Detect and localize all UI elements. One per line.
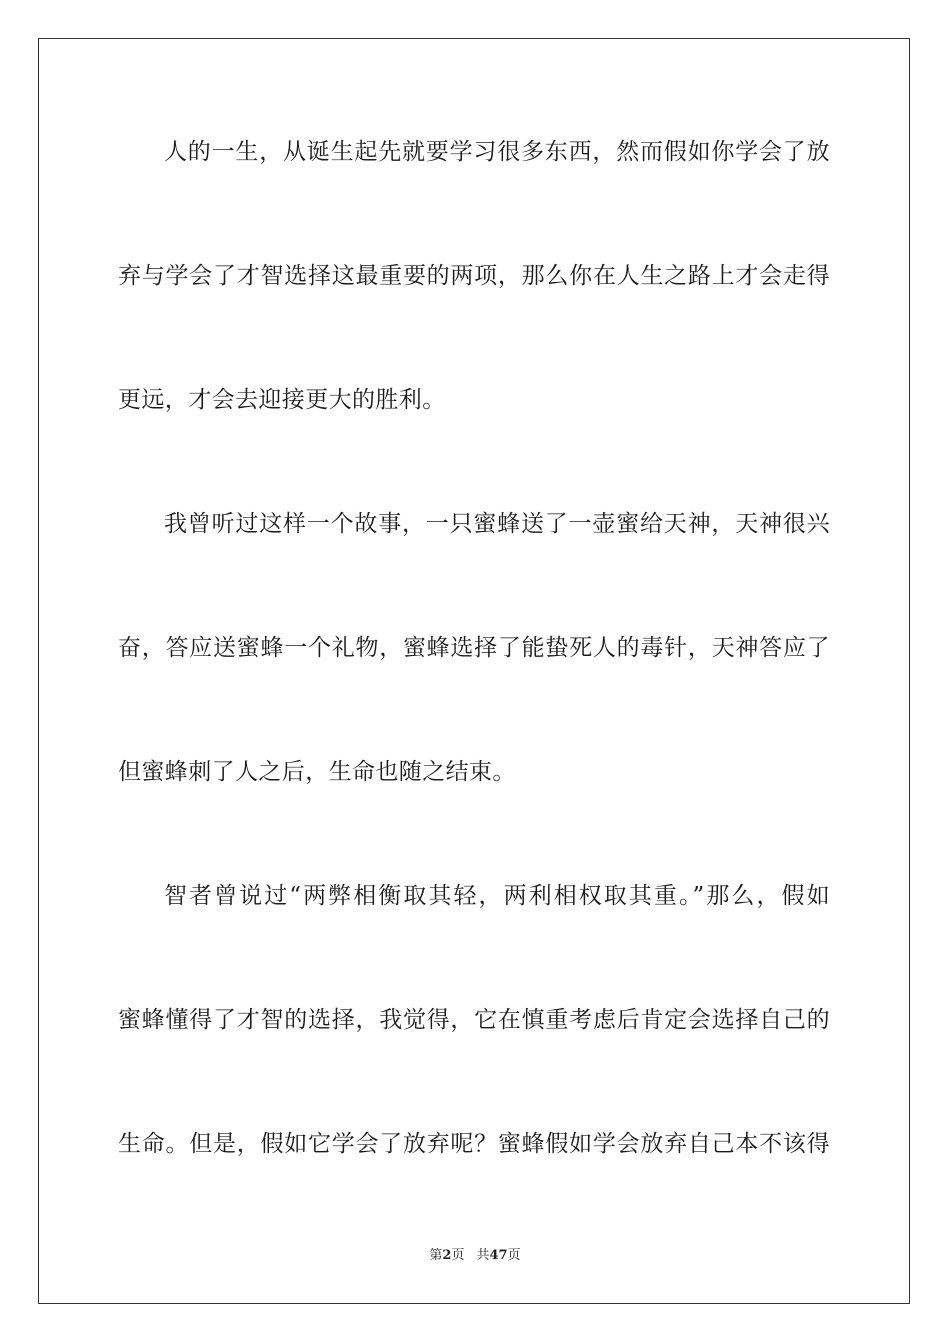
- total-suffix: 页: [507, 1248, 521, 1263]
- paragraph-line: 但蜜蜂刺了人之后，生命也随之结束。: [118, 759, 516, 785]
- page-suffix: 页: [451, 1248, 465, 1263]
- paragraph-line: 蜜蜂懂得了才智的选择，我觉得，它在慎重考虑后肯定会选择自己的: [118, 1007, 830, 1033]
- paragraph-line: 我曾听过这样一个故事，一只蜜蜂送了一壶蜜给天神，天神很兴: [164, 511, 830, 537]
- total-prefix: 共: [476, 1248, 490, 1263]
- paragraph-line: 生命。但是，假如它学会了放弃呢？蜜蜂假如学会放弃自己本不该得: [118, 1131, 830, 1157]
- page-prefix: 第: [429, 1248, 443, 1263]
- paragraph-line: 智者曾说过“两弊相衡取其轻，两利相权取其重。”那么，假如: [164, 883, 830, 909]
- page-footer: [0, 1247, 950, 1265]
- page-number: 2: [442, 1248, 452, 1263]
- paragraph-line: 弃与学会了才智选择这最重要的两项，那么你在人生之路上才会走得: [118, 263, 830, 289]
- total-pages: 47: [489, 1248, 508, 1263]
- page-border: [38, 38, 910, 1304]
- paragraph-line: 奋，答应送蜜蜂一个礼物，蜜蜂选择了能蛰死人的毒针，天神答应了: [118, 635, 830, 661]
- paragraph-line: 人的一生，从诞生起先就要学习很多东西，然而假如你学会了放: [164, 139, 830, 165]
- paragraph-line: 更远，才会去迎接更大的胜利。: [118, 387, 446, 413]
